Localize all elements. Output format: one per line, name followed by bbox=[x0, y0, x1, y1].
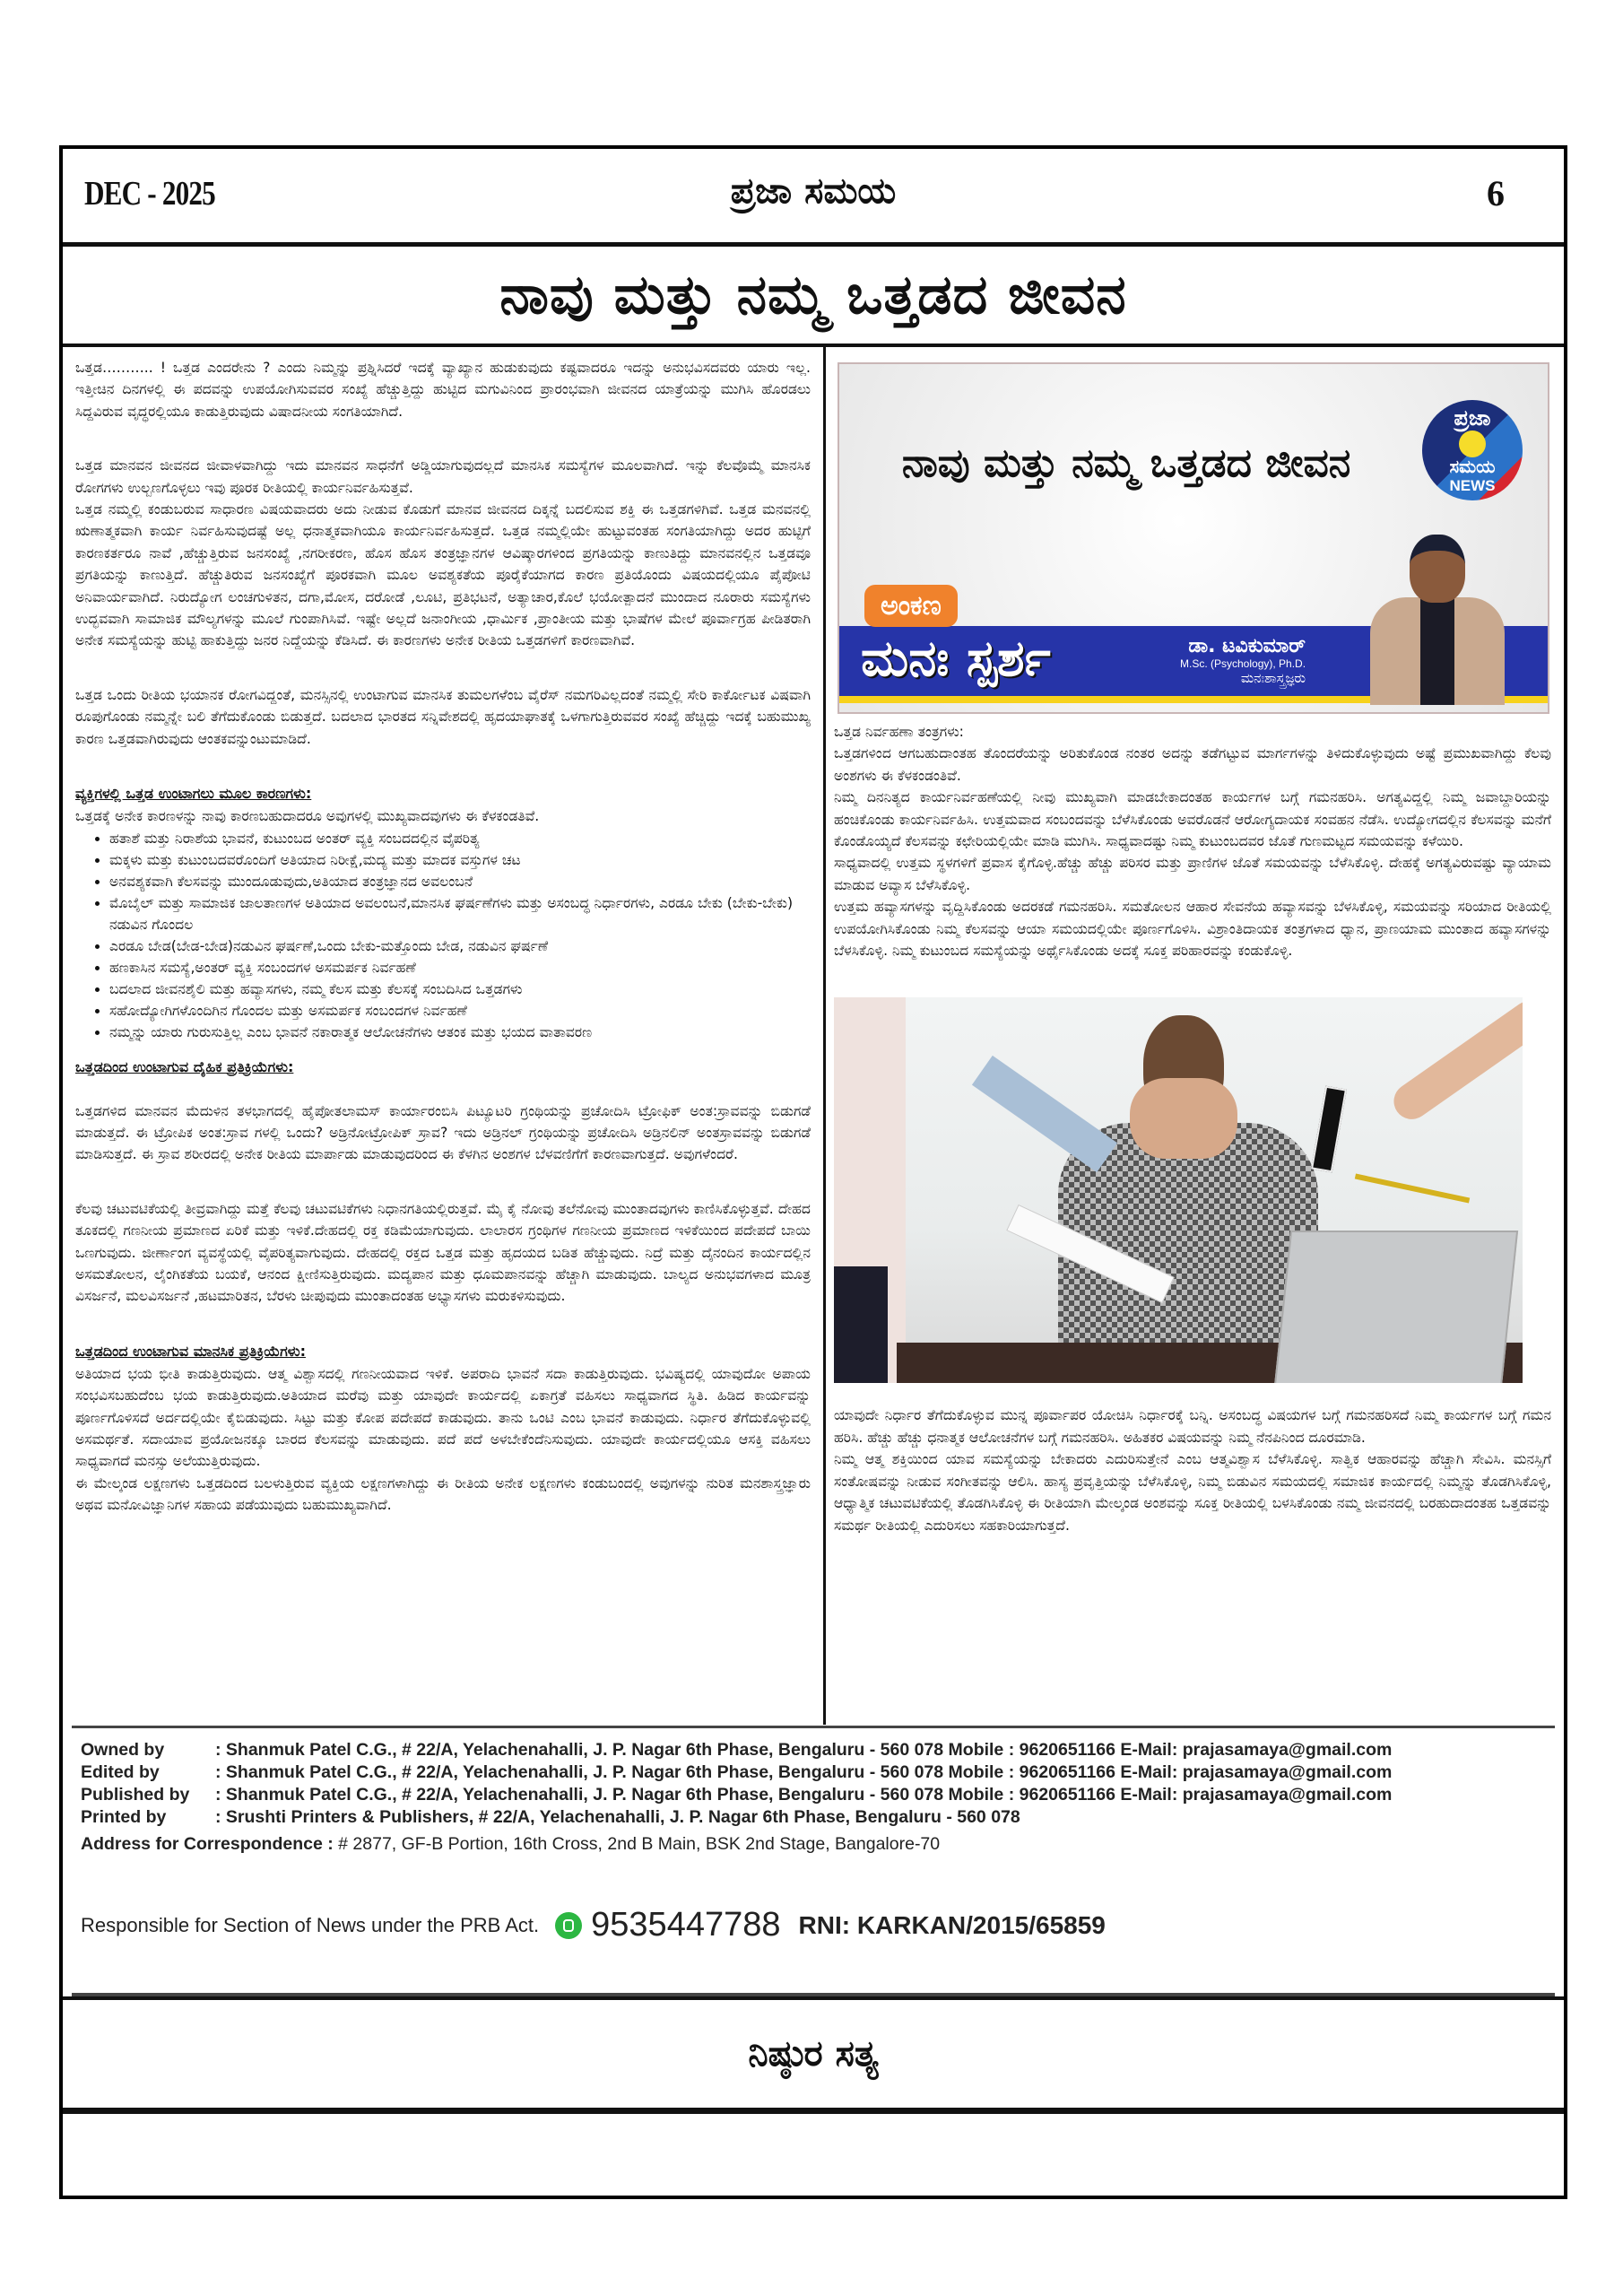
imprint-value: : Shanmuk Patel C.G., # 22/A, Yelachenahalli, J. P. Nagar 6th Phase, Bengaluru - 560 078 Mobile : 9620651166 E-Mail: prajasamaya@gmail.com bbox=[215, 1762, 1393, 1782]
author-portrait bbox=[1370, 535, 1505, 705]
causes-intro: ಒತ್ತಡಕ್ಕೆ ಅನೇಕ ಕಾರಣಳನ್ನು ನಾವು ಕಾರಣಬಹುದಾದರೂ ಅವುಗಳಲ್ಲಿ ಮುಖ್ಯವಾದವುಗಳು ಈ ಕೆಳಕಂಡತಿವೆ. bbox=[75, 808, 540, 825]
imprint-box bbox=[72, 1726, 1555, 1996]
author-credit bbox=[1180, 635, 1306, 686]
mental-paragraph: ಅತಿಯಾದ ಭಯ ಭೀತಿ ಕಾಡುತ್ತಿರುವುದು. ಆತ್ಮ ವಿಶ್ವಾಸದಲ್ಲಿ ಗಣನೀಯವಾದ ಇಳಿಕೆ. ಅಪರಾದಿ ಭಾವನೆ ಸದಾ ಕಾಡುತ್ತಿರುವುದು. ಭವಿಷ್ಯದಲ್ಲಿ ಯಾವುದೋ ಅಪಾಯ ಸಂಭವಿಸಬಹುದೆಂಬ ಭಯ ಕಾಡುತ್ತಿರುವುದು.ಅತಿಯಾದ ಮರೆವು ಮತ್ತು ಯಾವುದೇ ಕಾರ್ಯದಲ್ಲಿ ಏಕಾಗ್ರತೆ ವಹಿಸಲು ಸಾಧ್ಯವಾಗದ ಸ್ಥಿತಿ. ಹಿಡಿದ ಕಾರ್ಯವನ್ನು ಪೂರ್ಣಗೊಳಿಸದೆ ಅರ್ದದಲ್ಲಿಯೇ ಕೈಬಿಡುವುದು. ಸಿಟ್ಟು ಮತ್ತು ಕೋಪ ಪದೇಪದೆ ಕಾಡುವುದು. ತಾನು ಒಂಟಿ ಎಂಬ ಭಾವನೆ ಕಾಡುವುದು. ನಿರ್ಧಾರ ತೆಗೆದುಕೊಳ್ಳುವಲ್ಲಿ ಅಸಮರ್ಥತೆ. ಸದಾಯಾವ ಪ್ರಯೋಜನಕ್ಕೂ ಬಾರದ ಕೆಲಸವನ್ನು ಮಾಡುವುದು. ಪದೆ ಪದೆ ಅಳಬೇಕೆಂದೆನಿಸುವುದು. ಯಾವುದೇ ಕಾರ್ಯದಲ್ಲಿಯೂ ಆಸಕ್ತಿ ವಹಿಸಲು ಸಾಧ್ಯವಾಗದೆ ಮನಸ್ಸು ಅಲೆಯುತ್ತಿರುವುದು. bbox=[75, 1365, 811, 1470]
imprint-value: : Srushti Printers & Publishers, # 22/A, Yelachenahalli, J. P. Nagar 6th Phase, Bengaluru - 560 078 bbox=[215, 1807, 1020, 1827]
author-role: ಮನಃಶಾಸ್ತ್ರಜ್ಞರು bbox=[1240, 670, 1306, 686]
correspondence-address bbox=[81, 1831, 1392, 1857]
causes-heading: ವ್ಯಕ್ತಿಗಳಲ್ಲಿ ಒತ್ತಡ ಉಂಟಾಗಲು ಮೂಲ ಕಾರಣಗಳು: bbox=[75, 785, 312, 803]
article-headline: ನಾವು ಮತ್ತು ನಮ್ಮ ಒತ್ತಡದ ಜೀವನ bbox=[499, 264, 1127, 326]
physical-paragraph: ಕೆಲವು ಚಟುವಟಿಕೆಯಲ್ಲಿ ತೀವ್ರವಾಗಿದ್ದು ಮತ್ತೆ ಕೆಲವು ಚಟುವಟಿಕೆಗಳು ನಿಧಾನಗತಿಯಲ್ಲಿರುತ್ತವೆ. ಮೈ ಕೈ ನೋವು ತಲೆನೋವು ಮುಂತಾದವುಗಳು ಕಾಣಿಸಿಕೊಳ್ಳುತ್ತವೆ. ದೇಹದ ತೂಕದಲ್ಲಿ ಗಣನೀಯ ಪ್ರಮಾಣದ ಏರಿಕೆ ಮತ್ತು ಇಳಿಕೆ.ದೇಹದಲ್ಲಿ ರಕ್ತ ಕಡಿಮೆಯಾಗುವುದು. ಲಾಲಾರಸ ಗ್ರಂಥಿಗಳ ಗಣನೀಯ ಪ್ರಮಾಣದ ಇಳಿಕೆಯಿಂದ ಪದೇಪದೆ ಬಾಯಿ ಒಣಗುವುದು. ಜೀರ್ಣಾಂಗ ವ್ಯವಸ್ಥೆಯಲ್ಲಿ ವೈಪರಿತ್ಯವಾಗುವುದು. ದೇಹದಲ್ಲಿ ರಕ್ತದ ಒತ್ತಡ ಮತ್ತು ಹೃದಯದ ಬಡಿತ ಹೆಚ್ಚುವುದು. ನಿದ್ರೆ ಮತ್ತು ದೈನಂದಿನ ಕಾರ್ಯದಲ್ಲಿನ ಅಸಮತೋಲನ, ಲೈಂಗಿಕತೆಯ ಬಯಕೆ, ಆನಂದ ಕ್ಷೀಣಿಸುತ್ತಿರುವುದು. ಮದ್ಯಪಾನ ಮತ್ತು ಧೂಮಪಾನವನ್ನು ಹೆಚ್ಚಾಗಿ ಮಾಡುವುದು. ಬಾಲ್ಯದ ಅನುಭವಗಳಾದ ಮೂತ್ರ ವಿಸರ್ಜನೆ, ಮಲವಿಸರ್ಜನೆ ,ಹಟಮಾರಿತನ, ಬೆರಳು ಚೀಪುವುದು ಮುಂತಾದಂತಹ ಅಭ್ಯಾಸಗಳು ಮರುಕಳಿಸುವುದು. bbox=[75, 1200, 811, 1305]
imprint-row-edited bbox=[81, 1761, 1392, 1784]
correspondence-label: Address for Correspondence : bbox=[81, 1834, 334, 1854]
list-item: • ಅನವಶ್ಯಕವಾಗಿ ಕೆಲಸವನ್ನು ಮುಂದೂಡುವುದು,ಅತಿಯಾದ ತಂತ್ರಜ್ಞಾನದ ಅವಲಂಬನೆ bbox=[109, 871, 811, 892]
imprint-label: Owned by bbox=[81, 1740, 165, 1760]
logo-emblem-icon bbox=[1459, 430, 1486, 457]
right-column bbox=[834, 357, 1551, 1547]
mental-paragraph: ಈ ಮೇಲ್ಕಂಡ ಲಕ್ಷಣಗಳು ಒತ್ತಡದಿಂದ ಬಲಳುತ್ತಿರುವ ವ್ಯಕ್ತಿಯ ಲಕ್ಷಣಗಳಾಗಿದ್ದು ಈ ರೀತಿಯ ಅನೇಕ ಲಕ್ಷಣಗಳು ಕಂಡುಬಂದಲ್ಲಿ ಅವುಗಳನ್ನು ನುರಿತ ಮನಶಾಸ್ತ್ರಜ್ಞಾರು ಅಥವ ಮನೋವಿಜ್ಞಾನಿಗಳ ಸಹಾಯ ಪಡೆಯುವುದು ಬಹುಮುಖ್ಯವಾಗಿದೆ. bbox=[75, 1474, 811, 1514]
author-name: ಡಾ. ಟವಿಕುಮಾರ್ bbox=[1188, 635, 1306, 657]
headline-band bbox=[63, 247, 1564, 347]
imprint-value: : Shanmuk Patel C.G., # 22/A, Yelachenahalli, J. P. Nagar 6th Phase, Bengaluru - 560 078 Mobile : 9620651166 E-Mail: prajasamaya@gmail.com bbox=[215, 1740, 1393, 1760]
whatsapp-number[interactable]: 9535447788 bbox=[591, 1906, 781, 1944]
list-item: • ಹಣಕಾಸಿನ ಸಮಸ್ಯೆ,ಅಂತರ್ ವ್ಯಕ್ತಿ ಸಂಬಂದಗಳ ಅಸಮರ್ಪಕ ನಿರ್ವಹಣೆ bbox=[109, 957, 811, 978]
column-name: ಮನಃ ಸ್ಪರ್ಶ bbox=[861, 630, 1051, 688]
issue-date: DEC - 2025 bbox=[84, 175, 215, 213]
imprint-row-published bbox=[81, 1784, 1392, 1806]
techniques-paragraph: ಉತ್ತಮ ಹವ್ಯಾಸಗಳನ್ನು ವೃದ್ದಿಸಿಕೊಂಡು ಅದರಕಡೆ ಗಮನಹರಿಸಿ. ಸಮತೋಲನ ಆಹಾರ ಸೇವನೆಯ ಹವ್ಯಾಸವನ್ನು ಬೆಳಸಿಕೊಳ್ಳಿ, ಸಮಯವನ್ನು ಸರಿಯಾದ ರೀತಿಯಲ್ಲಿ ಉಪಯೋಗಿಸಿಕೊಂಡು ನಿಮ್ಮ ಕೆಲಸವನ್ನು ಆಯಾ ಸಮಯದಲ್ಲಿಯೇ ಪೂರ್ಣಗೊಳಿಸಿ. ವಿಶ್ರಾಂತಿದಾಯಕ ತಂತ್ರಗಳಾದ ಧ್ಯಾನ, ಪ್ರಾಣಯಾಮ ಮುಂತಾದ ಹವ್ಯಾಸಗಳನ್ನು ಬೆಳಸಿಕೊಳ್ಳಿ. ನಿಮ್ಮ ಕುಟುಂಬದ ಸಮಸ್ಯೆಯನ್ನು ಅರ್ಥೈಸಿಕೊಂಡು ಅದಕ್ಕೆ ಸೂಕ್ತ ಪರಿಹಾರವನ್ನು ಕಂಡುಕೊಳ್ಳಿ. bbox=[834, 899, 1551, 960]
column-divider bbox=[823, 344, 826, 1725]
logo-text-middle: ಸಮಯ bbox=[1449, 456, 1496, 477]
whatsapp-icon bbox=[555, 1912, 582, 1939]
prb-line bbox=[81, 1906, 1106, 1944]
author-qualifications: M.Sc. (Psychology), Ph.D. bbox=[1180, 657, 1306, 670]
imprint-row-printed bbox=[81, 1806, 1392, 1829]
imprint-label: Edited by bbox=[81, 1762, 160, 1782]
list-item: • ಸಹೋದ್ಯೋಗಿಗಳೊಂದಿಗಿನ ಗೊಂದಲ ಮತ್ತು ಅಸಮರ್ಪಕ ಸಂಬಂದಗಳ ನಿರ್ವಹಣೆ bbox=[109, 1000, 811, 1022]
banner-title: ನಾವು ಮತ್ತು ನಮ್ಮ ಒತ್ತಡದ ಜೀವನ bbox=[901, 440, 1351, 486]
column-tag: ಅಂಕಣ bbox=[864, 585, 958, 627]
column-banner bbox=[838, 362, 1549, 714]
intro-paragraph: ಒತ್ತಡ ನಮ್ಮಲ್ಲಿ ಕಂಡುಬರುವ ಸಾಧಾರಣ ವಿಷಯವಾದರು ಅದು ನೀಡುವ ಕೊಡುಗೆ ಮಾನವ ಜೀವನದ ದಿಕ್ಕನ್ನೆ ಬದಲಿಸುವ ಶಕ್ತಿ ಈ ಒತ್ತಡಗಳಿಗಿವೆ. ಒತ್ತಡ ಮನವನಲ್ಲಿ ಋಣಾತ್ಮಕವಾಗಿ ಕಾರ್ಯ ನಿರ್ವಹಿಸುವುದಷ್ಟೆ ಅಲ್ಲ ಧನಾತ್ಮಕವಾಗಿಯೂ ಕಾರ್ಯನಿರ್ವಹಿಸುತ್ತದೆ. ಒತ್ತಡ ನಮ್ಮಲ್ಲಿಯೇ ಹುಟ್ಟುವಂತಹ ಸಂಗತಿಯಾಗಿದ್ದು ಅದರ ಹುಟ್ಟಿಗೆ ಕಾರಣಕರ್ತರೂ ನಾವೆ ,ಹೆಚ್ಚುತ್ತಿರುವ ಜನಸಂಖ್ಯೆ ,ನಗರೀಕರಣ, ಹೊಸ ಹೊಸ ತಂತ್ರಜ್ಞಾನಗಳ ಆವಿಷ್ಕಾರಗಳಿಂದ ಪ್ರಗತಿಯನ್ನು ಕಾಣುತಿದ್ದು ಮಾನವನಲ್ಲಿನ ಒತ್ತಡವೂ ಪ್ರಗತಿಯನ್ನು ಕಾಣುತ್ತಿದೆ. ಹೆಚ್ಚುತಿರುವ ಜನಸಂಖ್ಯೆಗೆ ಪೂರಕವಾಗಿ ಮೂಲ ಅವಶ್ಯಕತೆಯ ಪೂರೈಕೆಯಾಗದ ಕಾರಣ ಪ್ರತಿಯೊಂದು ವಿಷಯದಲ್ಲಿಯೂ ಪೈಪೋಟಿ ಅನಿವಾರ್ಯವಾಗಿದೆ. ನಿರುದ್ಯೋಗ ಲಂಚಗುಳಿತನ, ದಗಾ,ಮೋಸ, ದರೋಡೆ ,ಲೂಟಿ, ಪ್ರತಿಭಟನೆ, ಅತ್ಯಾಚಾರ,ಕೊಲೆ ಭಯೋತ್ಪಾದನೆ ಮುಂದಾದ ನೂರಾರು ಸಮಸ್ಯೆಗಳು ಉದ್ಭವವಾಗಿ ಸಾಮಾಜಿಕ ಮೌಲ್ಯಗಳನ್ನು ಮೂಲೆ ಗುಂಪಾಗಿಸಿವೆ. ಇಷ್ಟೇ ಅಲ್ಲದೆ ಜನಾಂಗೀಯ ,ಧಾರ್ಮಿಕ ,ಪ್ರಾಂತೀಯ ಮತ್ತು ಭಾಷೆಗಳ ಮೇಲೆ ಪೂರ್ವಾಗ್ರಹ ಪೀಡಿತರಾಗಿ ಅನೇಕ ಸಮಸ್ಯೆಯನ್ನು ಹುಟ್ಟಿ ಹಾಕುತ್ತಿದ್ದು ಜನರ ನಿದ್ದೆಯನ್ನು ಕೆಡಿಸಿದೆ. ಈ ಕಾರಣಗಳು ಅನೇಕ ರೀತಿಯ ಒತ್ತಡಗಳಿಗೆ ಕಾರಣವಾಗಿವೆ. bbox=[75, 501, 811, 649]
imprint-row-owned bbox=[81, 1739, 1392, 1761]
list-item: • ಹತಾಶೆ ಮತ್ತು ನಿರಾಶೆಯ ಭಾವನೆ, ಕುಟುಂಬದ ಅಂತರ್ ವ್ಯಕ್ತಿ ಸಂಬದದಲ್ಲಿನ ವೈಪರಿತ್ಯ bbox=[109, 828, 811, 849]
left-column bbox=[75, 357, 811, 1527]
imprint-value: : Shanmuk Patel C.G., # 22/A, Yelachenahalli, J. P. Nagar 6th Phase, Bengaluru - 560 078 Mobile : 9620651166 E-Mail: prajasamaya@gmail.com bbox=[215, 1785, 1393, 1805]
causes-list bbox=[75, 828, 811, 1043]
techniques-paragraph: ಸಾಧ್ಯವಾದಲ್ಲಿ ಉತ್ತಮ ಸ್ಥಳಗಳಿಗೆ ಪ್ರವಾಸ ಕೈಗೊಳ್ಳಿ.ಹೆಚ್ಚು ಹೆಚ್ಚು ಪರಿಸರ ಮತ್ತು ಪ್ರಾಣಿಗಳ ಜೊತೆ ಸಮಯವನ್ನು ಬೆಳೆಸಿಕೊಳ್ಳಿ. ದೇಹಕ್ಕೆ ಅಗತ್ಯವಿರುವಷ್ಟು ವ್ಯಾಯಾಮ ಮಾಡುವ ಅವ್ಯಾಸ ಬೆಳೆಸಿಕೊಳ್ಳಿ. bbox=[834, 855, 1551, 893]
techniques-heading: ಒತ್ತಡ ನಿರ್ವಹಣಾ ತಂತ್ರಗಳು: bbox=[834, 724, 964, 740]
techniques-paragraph: ನಿಮ್ಮ ದಿನನಿತ್ಯದ ಕಾರ್ಯನಿರ್ವಹಣೆಯಲ್ಲಿ ನೀವು ಮುಖ್ಯವಾಗಿ ಮಾಡಬೇಕಾದಂತಹ ಕಾರ್ಯಗಳ ಬಗ್ಗೆ ಗಮನಹರಿಸಿ. ಅಗತ್ಯವಿದ್ದಲ್ಲಿ ನಿಮ್ಮ ಜವಾಬ್ದಾರಿಯನ್ನು ಹಂಚಿಕೊಂಡು ಕಾರ್ಯನಿರ್ವಹಿಸಿ. ಉತ್ತಮವಾದ ಸಂಬಂದವನ್ನು ಬೆಳೆಸಿಕೊಂಡು ಅವರೊಡನೆ ಆರೋಗ್ಯದಾಯಕ ಸಂವಹನ ನೆಡೆಸಿ. ಉದ್ಯೋಗದಲ್ಲಿನ ಕೆಲಸವನ್ನು ಮನೆಗೆ ಕೊಂಡೊಯ್ಯದೆ ಕೆಲಸವನ್ನು ಕಛೇರಿಯಲ್ಲಿಯೇ ಮಾಡಿ ಮುಗಿಸಿ. ಸಾಧ್ಯವಾದಷ್ಟು ನಿಮ್ಮ ಕುಟುಂಬದವರ ಜೊತೆ ಗುಣಮಟ್ಟದ ಸಮಯವನ್ನು ಕಳೆಯಿರಿ. bbox=[834, 789, 1551, 850]
closing-paragraph: ನಿಮ್ಮ ಆತ್ಮ ಶಕ್ತಿಯಿಂದ ಯಾವ ಸಮಸ್ಯೆಯನ್ನು ಬೇಕಾದರು ಎದುರಿಸುತ್ತೇನೆ ಎಂಬ ಆತ್ಮವಿಶ್ವಾಸ ಬೆಳೆಸಿಕೊಳ್ಳಿ. ಸಾತ್ವಿಕ ಆಹಾರವನ್ನು ಹೆಚ್ಚಾಗಿ ಸೇವಿಸಿ. ಮನಸ್ಸಿಗೆ ಸಂತೋಷವನ್ನು ನೀಡುವ ಸಂಗೀತವನ್ನು ಆಲಿಸಿ. ಹಾಸ್ಯ ಪ್ರವೃತ್ತಿಯನ್ನು ಬೆಳೆಸಿಕೊಳ್ಳಿ, ನಿಮ್ಮ ಬಿಡುವಿನ ಸಮಯದಲ್ಲಿ ಸಮಾಜಿಕ ಕಾರ್ಯದಲ್ಲಿ ನಿಮ್ಮನ್ನು ತೊಡಗಿಸಿಕೊಳ್ಳಿ, ಆಧ್ಯಾತ್ಮಿಕ ಚಟುವಟಿಕೆಯಲ್ಲಿ ತೊಡಗಿಸಿಕೊಳ್ಳಿ ಈ ರೀತಿಯಾಗಿ ಮೇಲ್ಕಂಡ ಅಂಶವನ್ನು ಸೂಕ್ತ ರೀತಿಯಲ್ಲಿ ಬಳಸಿಕೊಂಡು ನಮ್ಮ ಜೀವನದಲ್ಲಿ ಬರಹುದಾದಂತಹ ಒತ್ತಡವನ್ನು ಸಮರ್ಥ ರೀತಿಯಲ್ಲಿ ಎದುರಿಸಲು ಸಹಕಾರಿಯಾಗುತ್ತದೆ. bbox=[834, 1451, 1551, 1534]
imprint-label: Published by bbox=[81, 1785, 190, 1805]
physical-paragraph: ಒತ್ತಡಗಳಿದ ಮಾನವನ ಮೆದುಳಿನ ತಳಭಾಗದಲ್ಲಿ ಹೈಪೋತಲಾಮಸ್ ಕಾರ್ಯಾರಂಬಿಸಿ ಪಿಟ್ಯೂಟರಿ ಗ್ರಂಥಿಯನ್ನು ಪ್ರಚೋದಿಸಿ ಟ್ರೋಫಿಕ್ ಅಂತ:ಸ್ರಾವವನ್ನು ಬಿಡುಗಡೆ ಮಾಡುತ್ತದೆ. ಈ ಟ್ರೋಪಿಕ ಅಂತ:ಸ್ರಾವ ಗಳಲ್ಲಿ ಒಂದು? ಅಡ್ರಿನೋಟ್ರೋಪಿಕ್ ಸ್ರಾವ? ಇದು ಅಡ್ರಿನಲ್ ಗ್ರಂಥಿಯನ್ನು ಪ್ರಚೋದಿಸಿ ಅಡ್ರಿನಲಿನ್ ಅಂತಸ್ರಾವವನ್ನು ಬಿಡುಗಡೆ ಮಾಡಿಸುತ್ತದೆ. ಈ ಸ್ರಾವ ಶರೀರದಲ್ಲಿ ಅನೇಕ ರೀತಿಯ ಮಾರ್ಪಾಡು ಮಾಡುವುದರಿಂದ ಈ ಕೆಳಗಿನ ಅಂಶಗಳ ಬೆಳವಣಿಗೆಗೆ ಕಾರಣವಾಗುತ್ತದೆ. ಅವುಗಳೆಂದರೆ. bbox=[75, 1102, 811, 1163]
rni-number: RNI: KARKAN/2015/65859 bbox=[798, 1910, 1106, 1939]
correspondence-value: # 2877, GF-B Portion, 16th Cross, 2nd B Main, BSK 2nd Stage, Bangalore-70 bbox=[333, 1834, 941, 1854]
list-item: • ಬದಲಾದ ಜೀವನಶೈಲಿ ಮತ್ತು ಹವ್ಯಾಸಗಳು, ನಮ್ಮ ಕೆಲಸ ಮತ್ತು ಕೆಲಸಕ್ಕೆ ಸಂಬದಿಸಿದ ಒತ್ತಡಗಳು bbox=[109, 978, 811, 1000]
list-item: • ಮಕ್ಕಳು ಮತ್ತು ಕುಟುಂಬದವರೊಂದಿಗೆ ಅತಿಯಾದ ನಿರೀಕ್ಷೆ,ಮದ್ಯ ಮತ್ತು ಮಾದಕ ವಸ್ತುಗಳ ಚಟ bbox=[109, 849, 811, 871]
page-number: 6 bbox=[1487, 173, 1505, 213]
intro-paragraph: ಒತ್ತಡ ಒಂದು ರೀತಿಯ ಭಯಾನಕ ರೋಗವಿದ್ದಂತೆ, ಮನಸ್ಸಿನಲ್ಲಿ ಉಂಟಾಗುವ ಮಾನಸಿಕ ತುಮಲಗಳೆಂಬ ವೈರೆಸ್ ನಮಗರಿವಿಲ್ಲದಂತೆ ನಮ್ಮಲ್ಲಿ ಸೇರಿ ಕಾರ್ಕೋಟಕ ವಿಷವಾಗಿ ರೂಪುಗೊಂಡು ನಮ್ಮನ್ನೇ ಬಲಿ ತೆಗೆದುಕೊಂಡು ಬಿಡುತ್ತದೆ. ಬದಲಾದ ಭಾರತದ ಸನ್ನಿವೇಶದಲ್ಲಿ ಹೃದಯಾಘಾತಕ್ಕೆ ಒಳಗಾಗುತ್ತಿರುವವರ ಸಂಖ್ಯೆ ಹೆಚ್ಚಿದ್ದು ಇದಕ್ಕೆ ಬಹುಮುಖ್ಯ ಕಾರಣ ಒತ್ತಡವಾಗಿರುವುದು ಆಂತಕವನ್ನುಂಟುಮಾಡಿದೆ. bbox=[75, 686, 811, 747]
bottom-title: ನಿಷ್ಠುರ ಸತ್ಯ bbox=[748, 2033, 879, 2074]
list-item: • ಎರಡೂ ಬೇಡ(ಬೇಡ-ಬೇಡ)ನಡುವಿನ ಘರ್ಷಣೆ,ಒಂದು ಬೇಕು-ಮತ್ತೊಂದು ಬೇಡ, ನಡುವಿನ ಘರ್ಷಣೆ bbox=[109, 935, 811, 957]
mental-reactions-heading: ಒತ್ತಡದಿಂದ ಉಂಟಾಗುವ ಮಾನಸಿಕ ಪ್ರತಿಕ್ರಿಯೆಗಳು: bbox=[75, 1342, 306, 1360]
list-item: • ಮೊಬೈಲ್ ಮತ್ತು ಸಾಮಾಜಿಕ ಜಾಲತಾಣಗಳ ಅತಿಯಾದ ಅವಲಂಬನೆ,ಮಾನಸಿಕ ಘರ್ಷಣೆಗಳು ಮತ್ತು ಅಸಂಬದ್ಧ ನಿರ್ಧಾರಗಳು, ಎರಡೂ ಬೇಕು (ಬೇಕು-ಬೇಕು) ನಡುವಿನ ಗೊಂದಲ bbox=[109, 892, 811, 935]
masthead bbox=[63, 149, 1564, 247]
physical-reactions-heading: ಒತ್ತಡದಿಂದ ಉಂಟಾಗುವ ದೈಹಿಕ ಪ್ರತಿಕ್ರಿಯೆಗಳು: bbox=[75, 1057, 294, 1075]
techniques-paragraph: ಒತ್ತಡಗಳಿಂದ ಆಗಬಹುದಾಂತಹ ತೊಂದರೆಯನ್ನು ಅರಿತುಕೊಂಡ ನಂತರ ಅದನ್ನು ತಡೆಗಟ್ಟುವ ಮಾರ್ಗಗಳನ್ನು ತಿಳಿದುಕೊಳ್ಳುವುದು ಅಷ್ಟೆ ಪ್ರಮುಖವಾಗಿದ್ದು ಕೆಲವು ಅಂಶಗಳು ಈ ಕೆಳಕಂಡಂತಿವೆ. bbox=[834, 745, 1551, 784]
paper-name: ಪ್ರಜಾ ಸಮಯ bbox=[730, 170, 897, 212]
logo-text-top: ಪ್ರಜಾ bbox=[1454, 405, 1491, 430]
list-item: • ನಮ್ಮನ್ನು ಯಾರು ಗುರುಸುತ್ತಿಲ್ಲ ಎಂಬ ಭಾವನೆ ನಕಾರಾತ್ಮಕ ಆಲೋಚನೆಗಳು ಆತಂಕ ಮತ್ತು ಭಯದ ವಾತಾವರಣ bbox=[109, 1022, 811, 1043]
stressed-man-photo bbox=[834, 997, 1523, 1383]
intro-paragraph: ಒತ್ತಡ ಮಾನವನ ಜೀವನದ ಜೀವಾಳವಾಗಿದ್ದು ಇದು ಮಾನವನ ಸಾಧನೆಗೆ ಅಡ್ಡಿಯಾಗುವುದಲ್ಲದೆ ಮಾನಸಿಕ ಸಮಸ್ಯೆಗಳ ಮೂಲವಾಗಿದೆ. ಇನ್ನು ಕೆಲವೊಮ್ಮೆ ಮಾನಸಿಕ ರೋಗಗಳು ಉಲ್ಬಣಗೊಳ್ಳಲು ಇವು ಪೂರಕ ರೀತಿಯಲ್ಲಿ ಕಾರ್ಯನಿರ್ವಹಿಸುತ್ತವೆ. bbox=[75, 457, 811, 496]
newspaper-page bbox=[59, 145, 1567, 2199]
imprint-label: Printed by bbox=[81, 1807, 167, 1827]
bottom-band bbox=[63, 1996, 1564, 2114]
praja-samaya-news-logo bbox=[1422, 400, 1523, 500]
logo-text-bottom: NEWS bbox=[1449, 477, 1496, 494]
prb-statement: Responsible for Section of News under the PRB Act. bbox=[81, 1913, 540, 1936]
intro-paragraph: ಒತ್ತಡ……….. ! ಒತ್ತಡ ಎಂದರೇನು ? ಎಂದು ನಿಮ್ಮನ್ನು ಪ್ರಶ್ನಿಸಿದರೆ ಇದಕ್ಕೆ ವ್ಯಾಖ್ಯಾನ ಹುಡುಕುವುದು ಕಷ್ಟವಾದರೂ ಇದನ್ನು ಅನುಭವಿಸದವರು ಯಾರು ಇಲ್ಲ. ಇತ್ತೀಚಿನ ದಿನಗಳಲ್ಲಿ ಈ ಪದವನ್ನು ಉಪಯೋಗಿಸುವವರ ಸಂಖ್ಯೆ ಹೆಚ್ಚುತ್ತಿದ್ದು ಹುಟ್ಟಿದ ಮಗುವಿನಿಂದ ಪ್ರಾರಂಭವಾಗಿ ಜೀವನದ ಯಾತ್ರೆಯನ್ನು ಮುಗಿಸಿ ಹೊರಡಲು ಸಿದ್ದವಿರುವ ವೃದ್ಧರಲ್ಲಿಯೂ ಕಾಡುತ್ತಿರುವುದು ವಿಷಾದನೀಯ ಸಂಗತಿಯಾಗಿದೆ. bbox=[75, 360, 811, 420]
closing-paragraph: ಯಾವುದೇ ನಿರ್ಧಾರ ತೆಗೆದುಕೊಳ್ಳುವ ಮುನ್ನ ಪೂರ್ವಾಪರ ಯೋಚಿಸಿ ನಿರ್ಧಾರಕ್ಕೆ ಬನ್ನಿ. ಅಸಂಬದ್ಧ ವಿಷಯಗಳ ಬಗ್ಗೆ ಗಮನಹರಿಸದೆ ನಿಮ್ಮ ಕಾರ್ಯಗಳ ಬಗ್ಗೆ ಗಮನ ಹರಿಸಿ. ಹೆಚ್ಚು ಹೆಚ್ಚು ಧನಾತ್ಮಕ ಆಲೋಚನೆಗಳ ಬಗ್ಗೆ ಗಮನಹರಿಸಿ. ಅಹಿತಕರ ವಿಷಯವನ್ನು ನಿಮ್ಮ ನೆನಪಿನಿಂದ ದೂರಮಾಡಿ. bbox=[834, 1407, 1551, 1446]
